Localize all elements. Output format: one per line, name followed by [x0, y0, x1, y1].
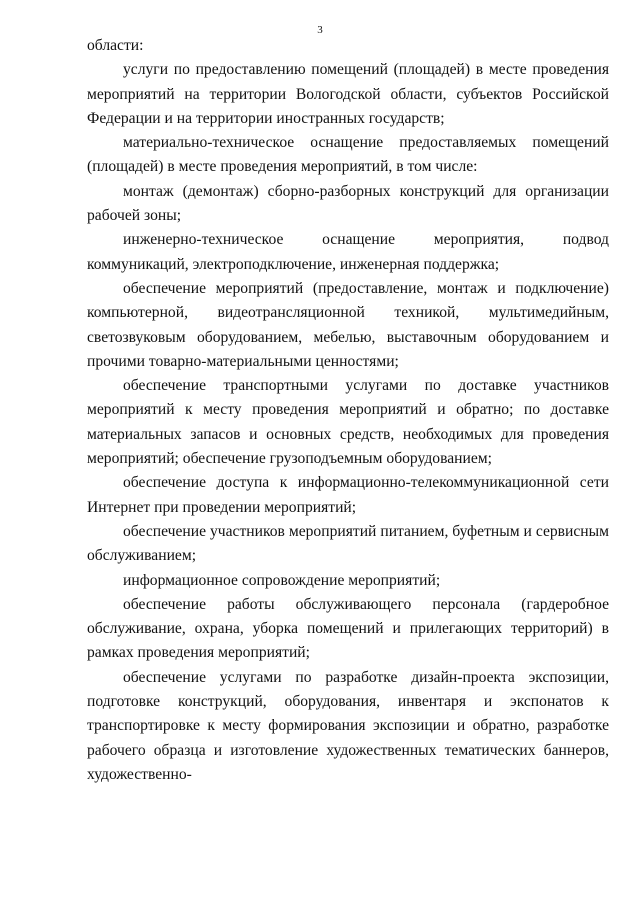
paragraph-continuation: области: [87, 37, 144, 54]
paragraph-technical-equipment: материально-техническое оснащение предоставляемых помещений (площадей) в месте проведения мероприятий, в том числе: [87, 134, 609, 176]
paragraph-design-project: обеспечение услугами по разработке дизайн-проекта экспозиции, подготовке конструкций, оборудования, инвентаря и экспонатов к транспортировке к месту формирования экспозиции и обратно, разработке рабочего образца и изготовление художественных тематических баннеров, художественно- [87, 668, 609, 783]
paragraph-internet-access: обеспечение доступа к информационно-телекоммуникационной сети Интернет при проведении мероприятий; [87, 474, 609, 516]
paragraph-service-staff: обеспечение работы обслуживающего персонала (гардеробное обслуживание, охрана, уборка помещений и прилегающих территорий) в рамках проведения мероприятий; [87, 595, 609, 662]
paragraph-assembly: монтаж (демонтаж) сборно-разборных конструкций для организации рабочей зоны; [87, 182, 609, 225]
paragraph-equipment-provision: обеспечение мероприятий (предоставление, монтаж и подключение) компьютерной, видеотрансляционной техникой, мультимедийным, светозвуковым оборудованием, мебелью, выставочным оборудованием и прочими товарно-материальными ценностями; [87, 279, 609, 370]
paragraph-premises-services: услуги по предоставлению помещений (площадей) в месте проведения мероприятий на территории Вологодской области, субъектов Российской Федерации и на территории иностранных государств; [87, 61, 609, 127]
paragraph-transport: обеспечение транспортными услугами по доставке участников мероприятий к месту проведения мероприятий и обратно; по доставке материальных запасов и основных средств, необходимых для проведения мероприятий; обеспечение грузоподъемным оборудованием; [87, 377, 609, 468]
paragraph-engineering: инженерно-техническое оснащение мероприятия, подвод коммуникаций, электроподключение, инженерная поддержка; [87, 231, 609, 273]
document-body [87, 34, 609, 787]
paragraph-information-support: информационное сопровождение мероприятий; [123, 571, 441, 589]
page-number: 3 [317, 24, 323, 36]
paragraph-catering: обеспечение участников мероприятий питанием, буфетным и сервисным обслуживанием; [87, 522, 609, 565]
